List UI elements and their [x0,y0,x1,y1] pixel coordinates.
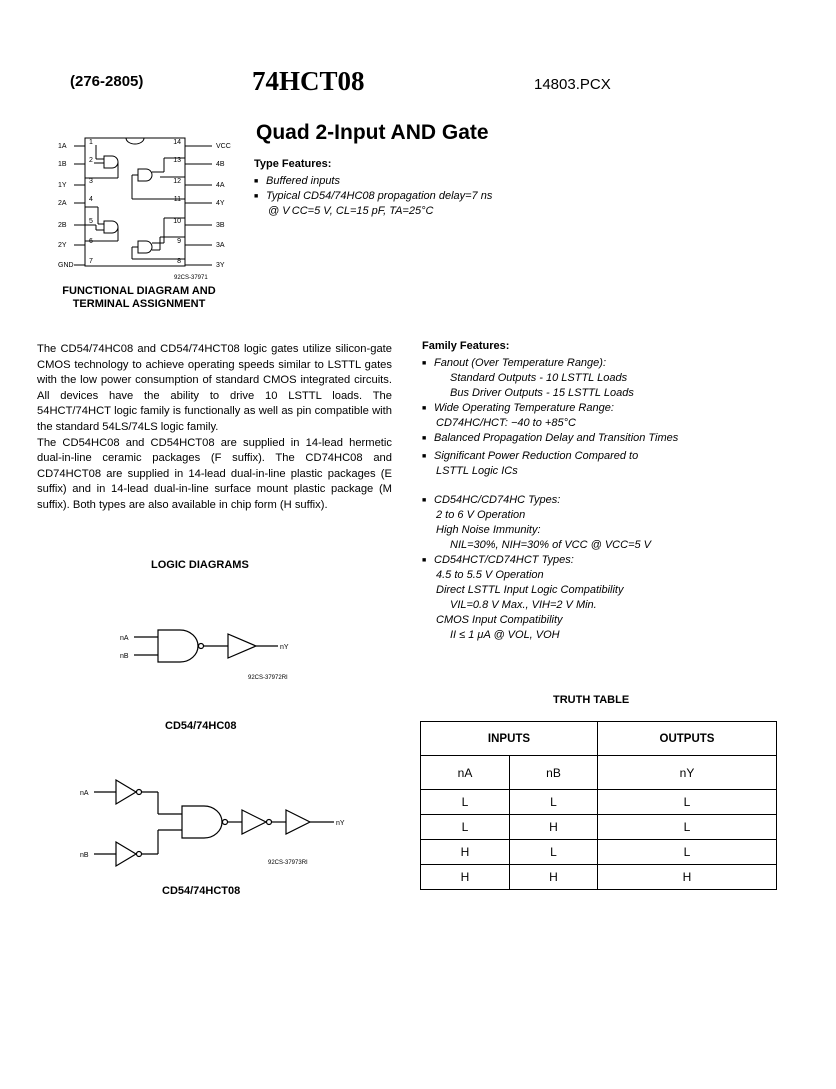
hc08-input-a-label: nA [120,635,129,642]
feature-item: ■ Wide Operating Temperature Range: [422,401,782,416]
order-code: (276-2805) [70,73,144,90]
table-cell: L [598,790,777,815]
feature-subitem: CD74HC/HCT: −40 to +85°C [436,417,576,429]
pin-label-left: GND [58,262,74,269]
hc08-caption: CD54/74HC08 [165,720,237,732]
table-cell: L [510,790,598,815]
feature-item: ■ Balanced Propagation Delay and Transition Times [422,431,782,446]
column-header: nB [510,756,598,790]
pin-number-right: 8 [177,258,181,265]
file-name: 14803.PCX [534,76,611,93]
inputs-group-header: INPUTS [421,722,598,756]
pin-number-left: 7 [89,258,93,265]
table-cell: H [421,865,510,890]
table-row [421,790,777,815]
hc08-figure-id: 92CS-37972RI [248,675,288,681]
feature-subitem: VIL=0.8 V Max., VIH=2 V Min. [450,599,597,611]
hct08-figure-id: 92CS-37973RI [268,860,308,866]
pin-number-right: 13 [173,157,181,164]
feature-item-continuation: @ V CC=5 V, CL=15 pF, TA=25°C [268,205,434,217]
pin-number-right: 9 [177,238,181,245]
table-cell: H [421,840,510,865]
feature-item: ■ Fanout (Over Temperature Range): [422,356,782,371]
column-header: nY [598,756,777,790]
feature-subitem: 2 to 6 V Operation [436,509,526,521]
pin-number-right: 12 [173,178,181,185]
feature-item: ■ CD54HCT/CD74HCT Types: [422,553,782,568]
family-features-list [422,431,782,464]
feature-subitem: II ≤ 1 μA @ VOL, VOH [450,629,560,641]
page-title: Quad 2-Input AND Gate [256,121,489,144]
type-features-heading: Type Features: [254,158,332,170]
feature-subitem: NIL=30%, NIH=30% of VCC @ VCC=5 V [450,539,652,551]
feature-subitem: CMOS Input Compatibility [436,614,563,626]
truth-table [420,721,777,890]
type-features [254,158,574,219]
truth-table-group-header [421,722,777,756]
pinout-caption-line1: FUNCTIONAL DIAGRAM AND [62,285,216,297]
table-cell: H [510,815,598,840]
hct08-logic-diagram [78,772,368,872]
pin-label-right: 3B [216,222,225,229]
table-cell: L [598,815,777,840]
pinout-caption [36,285,242,311]
pin-label-right: 4A [216,182,225,189]
hct08-input-a-label: nA [80,790,89,797]
table-row [421,840,777,865]
hc08-logic-diagram [118,622,328,684]
family-features-heading: Family Features: [422,340,510,352]
feature-item: ■ Significant Power Reduction Compared to [422,449,782,464]
pin-label-right: 3Y [216,262,225,269]
table-cell: L [598,840,777,865]
table-row [421,815,777,840]
hct08-input-b-label: nB [80,852,89,859]
pin-number-left: 6 [89,238,93,245]
table-cell: H [510,865,598,890]
hct08-caption: CD54/74HCT08 [162,885,241,897]
pin-number-left: 4 [89,196,93,203]
feature-item: ■ CD54HC/CD74HC Types: [422,493,782,508]
feature-subitem: Bus Driver Outputs - 15 LSTTL Loads [450,387,634,399]
pin-label-left: 1B [58,161,67,168]
truth-table-heading: TRUTH TABLE [553,694,630,706]
feature-item: ■ Typical CD54/74HC08 propagation delay=7 ns [254,189,574,204]
pinout-caption-line2: TERMINAL ASSIGNMENT [72,298,206,310]
outputs-group-header: OUTPUTS [598,722,777,756]
pin-number-left: 5 [89,218,93,225]
hc08-input-b-label: nB [120,653,129,660]
description-paragraph-1: The CD54/74HC08 and CD54/74HCT08 logic gates utilize silicon-gate CMOS technology to achieve operating speeds similar to LSTTL gates with the low power consumption of standard CMOS integrated circuits. All devices have the ability to drive 10 LSTTL loads. The 54HCT/74HCT logic family is functionally as well as pin compatible with the standard 54LS/74LS logic family. [37,343,392,433]
pin-label-right: 3A [216,242,225,249]
hc08-output-label: nY [280,644,289,651]
part-number: 74HCT08 [252,66,365,96]
feature-subitem: Direct LSTTL Input Logic Compatibility [436,584,624,596]
column-header: nA [421,756,510,790]
pin-number-right: 14 [173,139,181,146]
family-features [422,340,782,643]
feature-subitem: Standard Outputs - 10 LSTTL Loads [450,372,628,384]
family-features-list [422,356,782,371]
feature-subitem: 4.5 to 5.5 V Operation [436,569,544,581]
pin-number-left: 2 [89,157,93,164]
pin-label-left: 1A [58,143,67,150]
table-row [421,865,777,890]
feature-subitem: High Noise Immunity: [436,524,541,536]
pin-number-left: 3 [89,178,93,185]
pin-label-left: 2Y [58,242,67,249]
type-features-list [254,174,574,204]
pinout-figure-id: 92CS-37971 [174,275,208,281]
logic-diagrams-heading: LOGIC DIAGRAMS [151,559,249,571]
pin-label-right: VCC [216,143,231,150]
feature-subitem: LSTTL Logic ICs [436,465,518,477]
table-cell: H [598,865,777,890]
family-features-list [422,401,782,416]
family-features-list [422,553,782,568]
description [37,342,392,514]
pin-number-right: 10 [173,218,181,225]
hct08-output-label: nY [336,820,345,827]
feature-item: ■ Buffered inputs [254,174,574,189]
pin-label-right: 4B [216,161,225,168]
table-cell: L [421,790,510,815]
truth-table-column-header [421,756,777,790]
pin-label-right: 4Y [216,200,225,207]
table-cell: L [510,840,598,865]
pin-number-right: 11 [173,196,181,203]
pin-label-left: 2A [58,200,67,207]
description-paragraph-2: The CD54HC08 and CD54HCT08 are supplied in 14-lead hermetic dual-in-line ceramic packages (F suffix). The CD74HC08 and CD74HCT08 are supplied in 14-lead dual-in-line plastic packages (E suffix) and in 14-lead dual-in-line surface mount plastic package (M suffix). Both types are also available in chip form (H suffix). [37,436,392,511]
pin-number-left: 1 [89,139,93,146]
table-cell: L [421,815,510,840]
family-features-list [422,493,782,508]
pinout-diagram [56,133,236,285]
pin-label-left: 1Y [58,182,67,189]
pin-label-left: 2B [58,222,67,229]
